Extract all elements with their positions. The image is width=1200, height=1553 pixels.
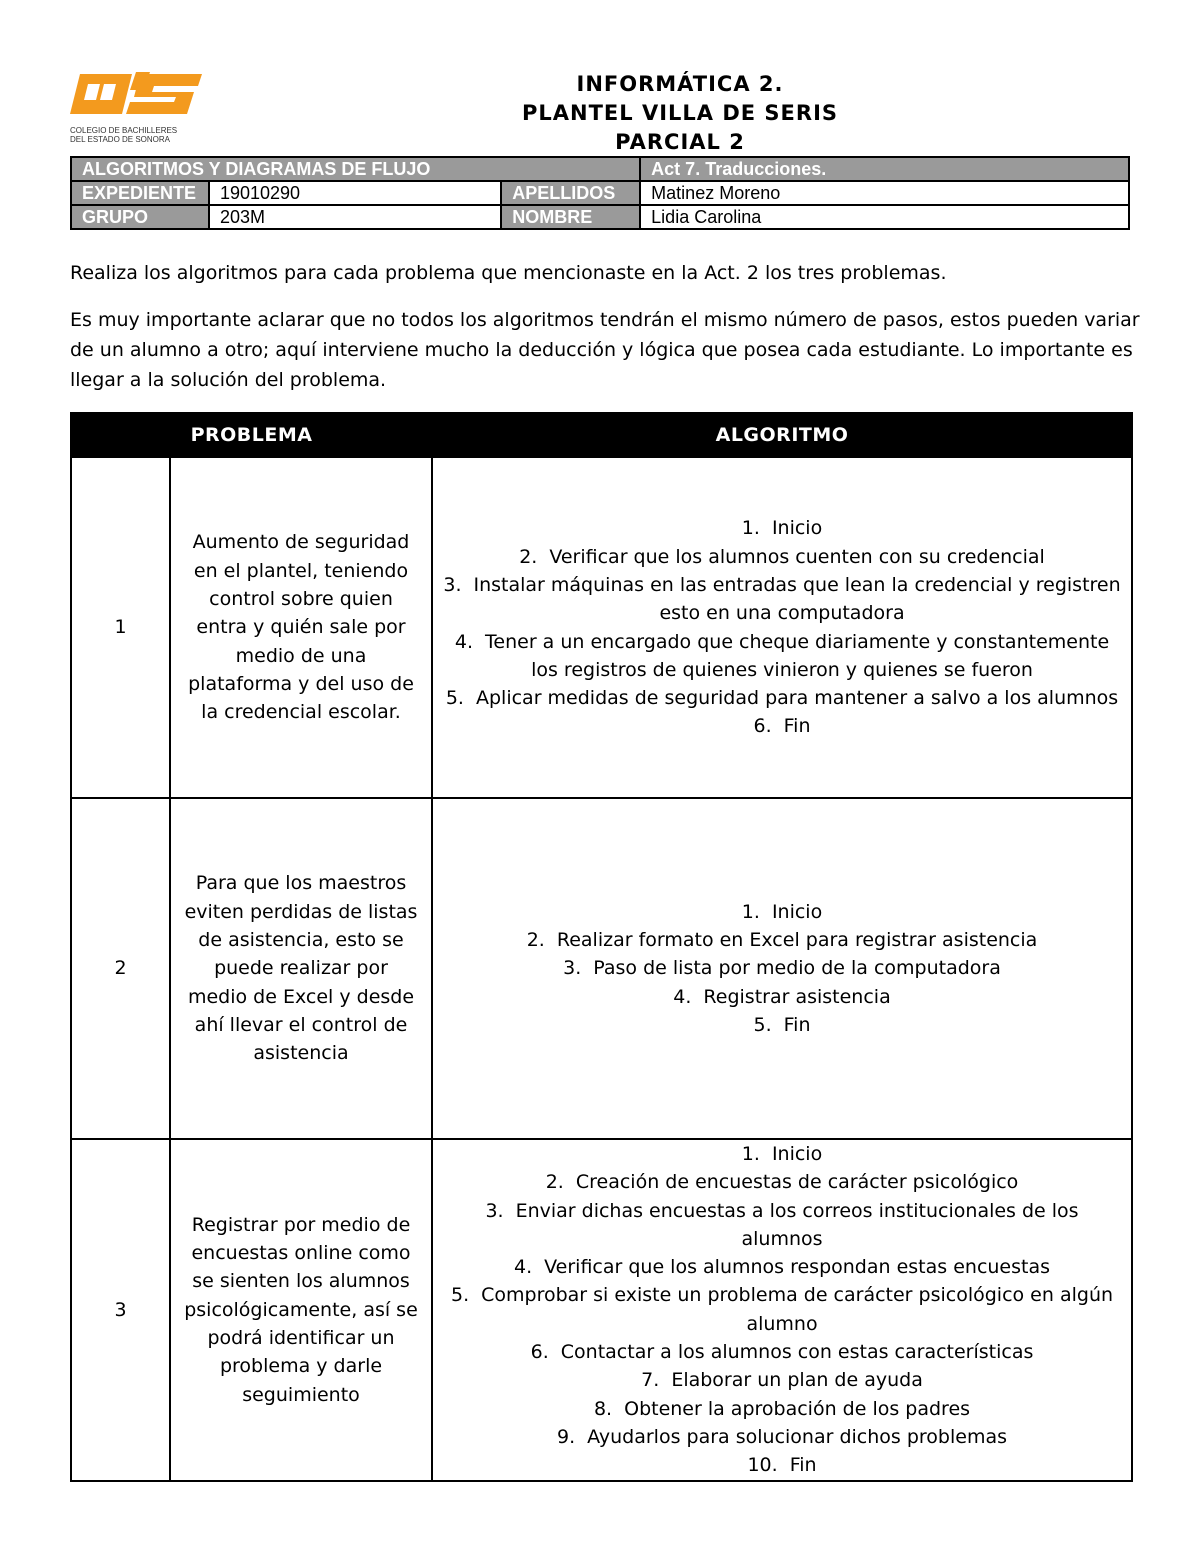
step-number: 9. (557, 1425, 576, 1448)
header-line3: PARCIAL 2 (615, 130, 745, 154)
step-number: 1. (741, 517, 760, 540)
algorithm-step (443, 1395, 1121, 1423)
step-number: 3. (443, 573, 462, 596)
nombre-label: NOMBRE (501, 205, 640, 229)
step-text: Fin (789, 1454, 817, 1477)
apellidos-value: Matinez Moreno (640, 181, 1129, 205)
step-number: 6. (753, 715, 772, 738)
expediente-value: 19010290 (209, 181, 501, 205)
table-row (71, 798, 1132, 1139)
table-row (71, 457, 1132, 798)
nombre-value: Lidia Carolina (640, 205, 1129, 229)
algorithm-step (443, 926, 1121, 954)
step-number: 2. (545, 1171, 564, 1194)
algorithm-step (443, 1140, 1121, 1168)
step-number: 6. (530, 1341, 549, 1364)
algorithm-step (443, 712, 1121, 740)
expediente-label: EXPEDIENTE (71, 181, 209, 205)
grupo-value: 203M (209, 205, 501, 229)
header-line1: INFORMÁTICA 2. (576, 72, 784, 96)
algorithm-step (443, 1168, 1121, 1196)
problem-description: Aumento de seguridad en el plantel, teniendo control sobre quien entra y quién sale por medio de una plataforma y del uso de la credencial escolar. (170, 457, 432, 798)
logo-caption-line1: COLEGIO DE BACHILLERES (70, 126, 178, 135)
step-number: 8. (593, 1397, 613, 1420)
step-text: Comprobar si existe un problema de carácter psicológico en algún alumno (481, 1284, 1114, 1335)
student-info-table (70, 156, 1130, 230)
step-text: Paso de lista por medio de la computadora (593, 957, 1001, 980)
logo-caption (70, 126, 220, 144)
step-number: 4. (673, 985, 692, 1008)
instructions-paragraph-2: Es muy importante aclarar que no todos los algoritmos tendrán el mismo número de pasos, estos pueden variar de un alumno a otro; aquí interviene mucho la deducción y lógica que posea cada estudiante. Lo importante es llegar a la solución del problema. (70, 309, 1140, 391)
algorithm-step (443, 983, 1121, 1011)
algorithm-step (443, 514, 1121, 542)
algorithms-table-body (71, 457, 1132, 1481)
problem-number: 2 (71, 798, 170, 1139)
step-number: 7. (641, 1369, 660, 1392)
algorithms-table (70, 412, 1133, 1482)
step-text: Obtener la aprobación de los padres (624, 1397, 971, 1420)
step-text: Instalar máquinas en las entradas que lean la credencial y registren esto en una computadora (473, 573, 1121, 625)
problem-description: Registrar por medio de encuestas online como se sienten los alumnos psicológicamente, así se podrá identificar un problema y darle seguimiento (170, 1139, 432, 1481)
step-text: Registrar asistencia (703, 985, 891, 1008)
algorithm-steps (432, 457, 1132, 798)
step-number: 2. (519, 545, 538, 568)
algorithm-step (443, 1451, 1121, 1479)
step-text: Inicio (771, 517, 823, 540)
step-number: 4. (514, 1256, 533, 1279)
apellidos-label: APELLIDOS (501, 181, 640, 205)
step-text: Elaborar un plan de ayuda (671, 1369, 923, 1392)
header-line2: PLANTEL VILLA DE SERIS (521, 101, 839, 125)
step-text: Inicio (771, 1143, 823, 1165)
subject-cell: ALGORITMOS Y DIAGRAMAS DE FLUJO (71, 157, 640, 181)
step-text: Verificar que los alumnos respondan estas encuestas (544, 1256, 1051, 1279)
step-number: 3. (485, 1199, 504, 1222)
step-number: 5. (445, 687, 464, 710)
algorithm-step (443, 898, 1121, 926)
algorithm-step (443, 1281, 1121, 1338)
step-text: Tener a un encargado que cheque diariamente y constantemente los registros de quienes vinieron y quienes se fueron (485, 630, 1110, 681)
step-number: 10. (747, 1454, 778, 1477)
logo-caption-line2: DEL ESTADO DE SONORA (70, 135, 171, 144)
algorithm-steps (432, 798, 1132, 1139)
step-number: 1. (741, 900, 760, 923)
step-number: 4. (454, 630, 474, 653)
algorithm-step (443, 1338, 1121, 1366)
algorithm-step (443, 954, 1121, 982)
step-text: Creación de encuestas de carácter psicológico (575, 1171, 1019, 1194)
algorithm-step (443, 1423, 1121, 1451)
algorithm-step (443, 1197, 1121, 1254)
instructions-paragraph-1: Realiza los algoritmos para cada problema que mencionaste en la Act. 2 los tres problemas. (70, 262, 947, 284)
column-header-algorithm: ALGORITMO (432, 413, 1132, 457)
column-header-problem: PROBLEMA (71, 413, 432, 457)
algorithm-step (443, 1366, 1121, 1394)
step-text: Contactar a los alumnos con estas características (560, 1341, 1034, 1364)
step-text: Fin (783, 1013, 811, 1036)
algorithm-step (443, 684, 1121, 712)
algorithm-step (443, 1011, 1121, 1039)
algorithm-step (443, 543, 1121, 571)
problem-number: 1 (71, 457, 170, 798)
problem-number: 3 (71, 1139, 170, 1481)
cobach-logo-icon (70, 70, 220, 125)
table-row (71, 1139, 1132, 1481)
document-header (430, 70, 930, 157)
step-text: Verificar que los alumnos cuenten con su credencial (549, 545, 1045, 568)
step-number: 5. (450, 1284, 470, 1307)
problem-description: Para que los maestros eviten perdidas de listas de asistencia, esto se puede realizar por medio de Excel y desde ahí llevar el control de asistencia (170, 798, 432, 1139)
step-number: 3. (563, 957, 582, 980)
step-text: Ayudarlos para solucionar dichos problemas (587, 1425, 1007, 1448)
grupo-label: GRUPO (71, 205, 209, 229)
step-text: Enviar dichas encuestas a los correos institucionales de los alumnos (515, 1199, 1079, 1250)
algorithm-step (443, 1253, 1121, 1281)
step-text: Realizar formato en Excel para registrar asistencia (556, 929, 1038, 952)
instructions (70, 258, 1140, 412)
algorithm-step (443, 628, 1121, 685)
step-text: Inicio (771, 900, 823, 923)
activity-cell: Act 7. Traducciones. (640, 157, 1129, 181)
algorithm-steps (432, 1139, 1132, 1481)
step-number: 1. (741, 1143, 760, 1165)
step-text: Aplicar medidas de seguridad para mantener a salvo a los alumnos (475, 687, 1119, 710)
step-text: Fin (783, 715, 811, 738)
step-number: 2. (526, 929, 545, 952)
step-number: 5. (753, 1013, 772, 1036)
algorithm-step (443, 571, 1121, 628)
